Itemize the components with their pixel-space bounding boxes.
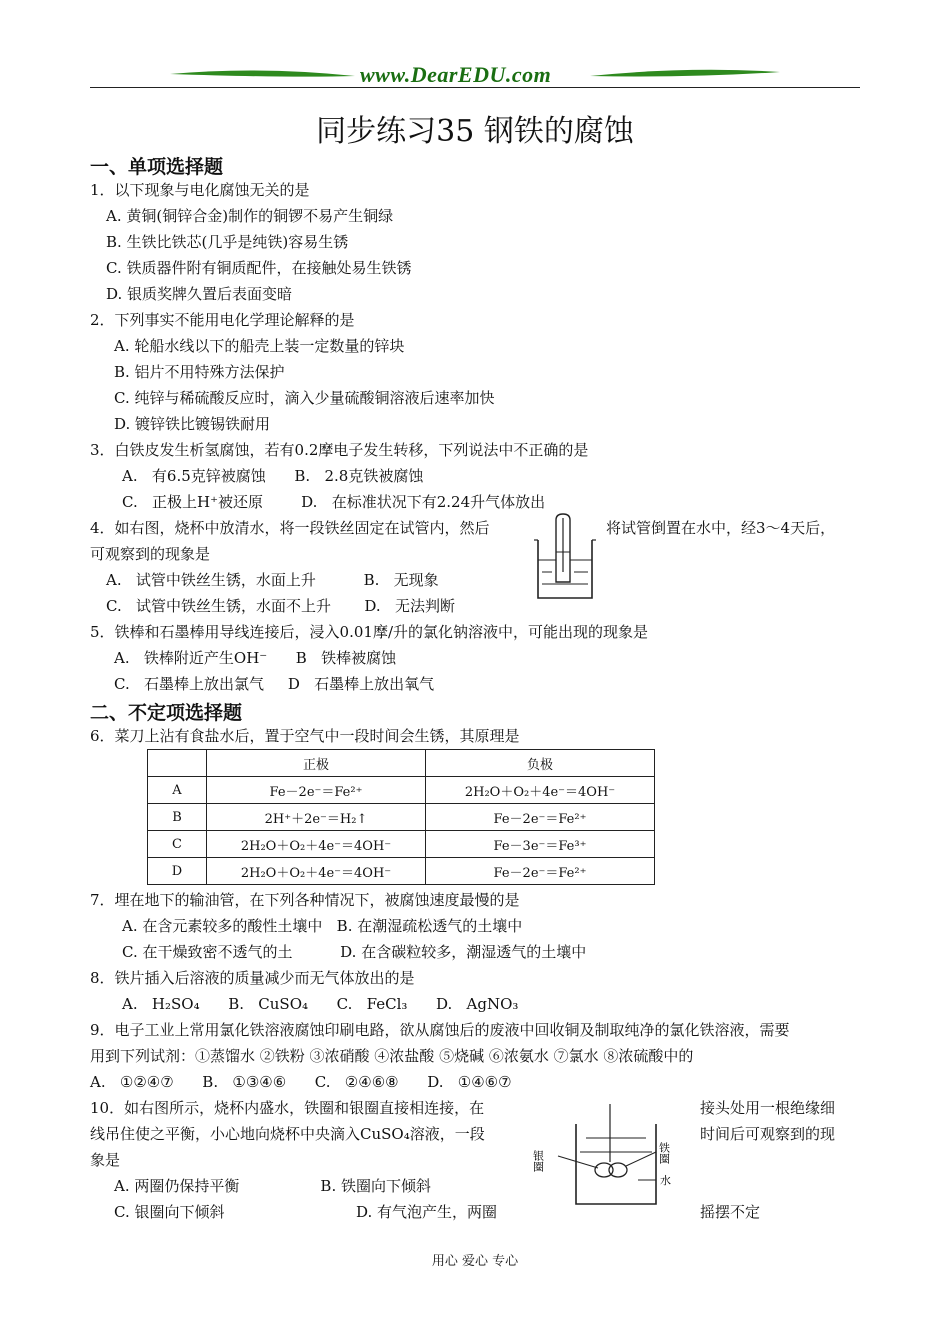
q10-option-d-cont: 摇摆不定 <box>700 1203 761 1221</box>
q6-stem: 6．菜刀上沾有食盐水后，置于空气中一段时间会生锈，其原理是 <box>90 727 520 745</box>
table-header-cell: 负极 <box>426 750 655 777</box>
table-row <box>148 831 655 858</box>
q3-options-ab: A. 有6.5克锌被腐蚀 B. 2.8克铁被腐蚀 <box>122 467 424 485</box>
q9-options: A. ①②④⑦ B. ①③④⑥ C. ②④⑥⑧ D. ①④⑥⑦ <box>90 1073 512 1091</box>
q10-stem-line1a: 10．如右图所示，烧杯内盛水，铁圈和银圈直接相连接，在 <box>90 1099 485 1117</box>
iron-ring-label: 铁圈 <box>657 1142 671 1164</box>
table-row <box>148 777 655 804</box>
silver-ring-label: 银圈 <box>531 1150 545 1172</box>
q1-option-a: A. 黄铜(铜锌合金)制作的铜锣不易产生铜绿 <box>106 207 394 225</box>
table-cell: Fe－2e⁻＝Fe²⁺ <box>207 777 426 804</box>
q2-option-c: C. 纯锌与稀硫酸反应时，滴入少量硫酸铜溶液后速率加快 <box>114 389 495 407</box>
q7-options-cd: C. 在干燥致密不透气的土 D. 在含碳粒较多，潮湿透气的土壤中 <box>122 943 587 961</box>
q10-option-d: D. 有气泡产生，两圈 <box>356 1203 498 1221</box>
table-header-row <box>148 750 655 777</box>
table-header-cell <box>148 750 207 777</box>
header-rule <box>90 87 860 88</box>
q10-option-c: C. 银圈向下倾斜 <box>114 1203 225 1221</box>
table-cell: Fe－2e⁻＝Fe²⁺ <box>426 858 655 885</box>
table-cell: 2H₂O＋O₂＋4e⁻＝4OH⁻ <box>426 777 655 804</box>
section-2-heading: 二、不定项选择题 <box>90 702 243 724</box>
q10-stem-line2a: 线吊住使之平衡，小心地向烧杯中央滴入CuSO₄溶液，一段 <box>90 1125 485 1143</box>
q10-stem-line2b: 时间后可观察到的现 <box>700 1125 836 1143</box>
q9-stem-line1: 9．电子工业上常用氯化铁溶液腐蚀印刷电路，欲从腐蚀后的废液中回收铜及制取纯净的氯化铁溶液，需要 <box>90 1021 790 1039</box>
q2-option-a: A. 轮船水线以下的船壳上装一定数量的锌块 <box>114 337 405 355</box>
q2-option-b: B. 铝片不用特殊方法保护 <box>114 363 285 381</box>
table-cell: 2H₂O＋O₂＋4e⁻＝4OH⁻ <box>207 858 426 885</box>
q9-stem-line2: 用到下列试剂：①蒸馏水 ②铁粉 ③浓硝酸 ④浓盐酸 ⑤烧碱 ⑥浓氨水 ⑦氯水 ⑧浓硫酸中的 <box>90 1047 694 1065</box>
beaker-test-tube-figure <box>530 510 600 602</box>
q8-stem: 8．铁片插入后溶液的质量减少而无气体放出的是 <box>90 969 415 987</box>
q7-options-ab: A. 在含元素较多的酸性土壤中 B. 在潮湿疏松透气的土壤中 <box>122 917 523 935</box>
beaker-rings-figure <box>531 1100 688 1210</box>
q3-stem: 3．白铁皮发生析氢腐蚀，若有0.2摩电子发生转移，下列说法中不正确的是 <box>90 441 589 459</box>
table-row <box>148 858 655 885</box>
q7-stem: 7．埋在地下的输油管，在下列各种情况下，被腐蚀速度最慢的是 <box>90 891 520 909</box>
q4-stem-part2: 将试管倒置在水中，经3～4天后， <box>606 519 836 537</box>
q4-stem-part1: 4．如右图，烧杯中放清水，将一段铁丝固定在试管内，然后 <box>90 519 490 537</box>
q3-options-cd: C. 正极上H⁺被还原 D. 在标准状况下有2.24升气体放出 <box>122 493 546 511</box>
page-title: 同步练习35 钢铁的腐蚀 <box>316 114 634 149</box>
table-cell: Fe－2e⁻＝Fe²⁺ <box>426 804 655 831</box>
q10-stem-line1b: 接头处用一根绝缘细 <box>700 1099 836 1117</box>
q5-options-ab: A. 铁棒附近产生OH⁻ B 铁棒被腐蚀 <box>114 649 397 667</box>
q2-option-d: D. 镀锌铁比镀锡铁耐用 <box>114 415 271 433</box>
table-cell: 2H⁺＋2e⁻＝H₂↑ <box>207 804 426 831</box>
q1-option-c: C. 铁质器件附有铜质配件，在接触处易生铁锈 <box>106 259 412 277</box>
table-row <box>148 804 655 831</box>
q6-electrode-table <box>147 749 655 885</box>
q5-stem: 5．铁棒和石墨棒用导线连接后，浸入0.01摩/升的氯化钠溶液中，可能出现的现象是 <box>90 623 648 641</box>
q5-options-cd: C. 石墨棒上放出氯气 D 石墨棒上放出氧气 <box>114 675 435 693</box>
q10-stem-line3: 象是 <box>90 1151 121 1169</box>
page-footer: 用心 爱心 专心 <box>431 1254 519 1269</box>
table-cell: C <box>148 831 207 858</box>
section-1-heading: 一、单项选择题 <box>90 156 224 178</box>
table-cell: A <box>148 777 207 804</box>
table-header-cell: 正极 <box>207 750 426 777</box>
table-cell: D <box>148 858 207 885</box>
table-cell: B <box>148 804 207 831</box>
q4-options-cd: C. 试管中铁丝生锈，水面不上升 D. 无法判断 <box>106 597 455 615</box>
header-logo: www.DearEDU.com <box>360 62 552 87</box>
water-label: 水 <box>660 1174 671 1187</box>
q4-options-ab: A. 试管中铁丝生锈，水面上升 B. 无现象 <box>106 571 439 589</box>
q4-stem-line2: 可观察到的现象是 <box>90 545 211 563</box>
q10-options-ab: A. 两圈仍保持平衡 B. 铁圈向下倾斜 <box>114 1177 431 1195</box>
q1-option-d: D. 银质奖牌久置后表面变暗 <box>106 285 293 303</box>
q1-option-b: B. 生铁比铁芯(几乎是纯铁)容易生锈 <box>106 233 349 251</box>
q2-stem: 2．下列事实不能用电化学理论解释的是 <box>90 311 355 329</box>
table-cell: Fe－3e⁻＝Fe³⁺ <box>426 831 655 858</box>
table-cell: 2H₂O＋O₂＋4e⁻＝4OH⁻ <box>207 831 426 858</box>
q1-stem: 1．以下现象与电化腐蚀无关的是 <box>90 181 310 199</box>
q8-options: A. H₂SO₄ B. CuSO₄ C. FeCl₃ D. AgNO₃ <box>122 995 519 1013</box>
